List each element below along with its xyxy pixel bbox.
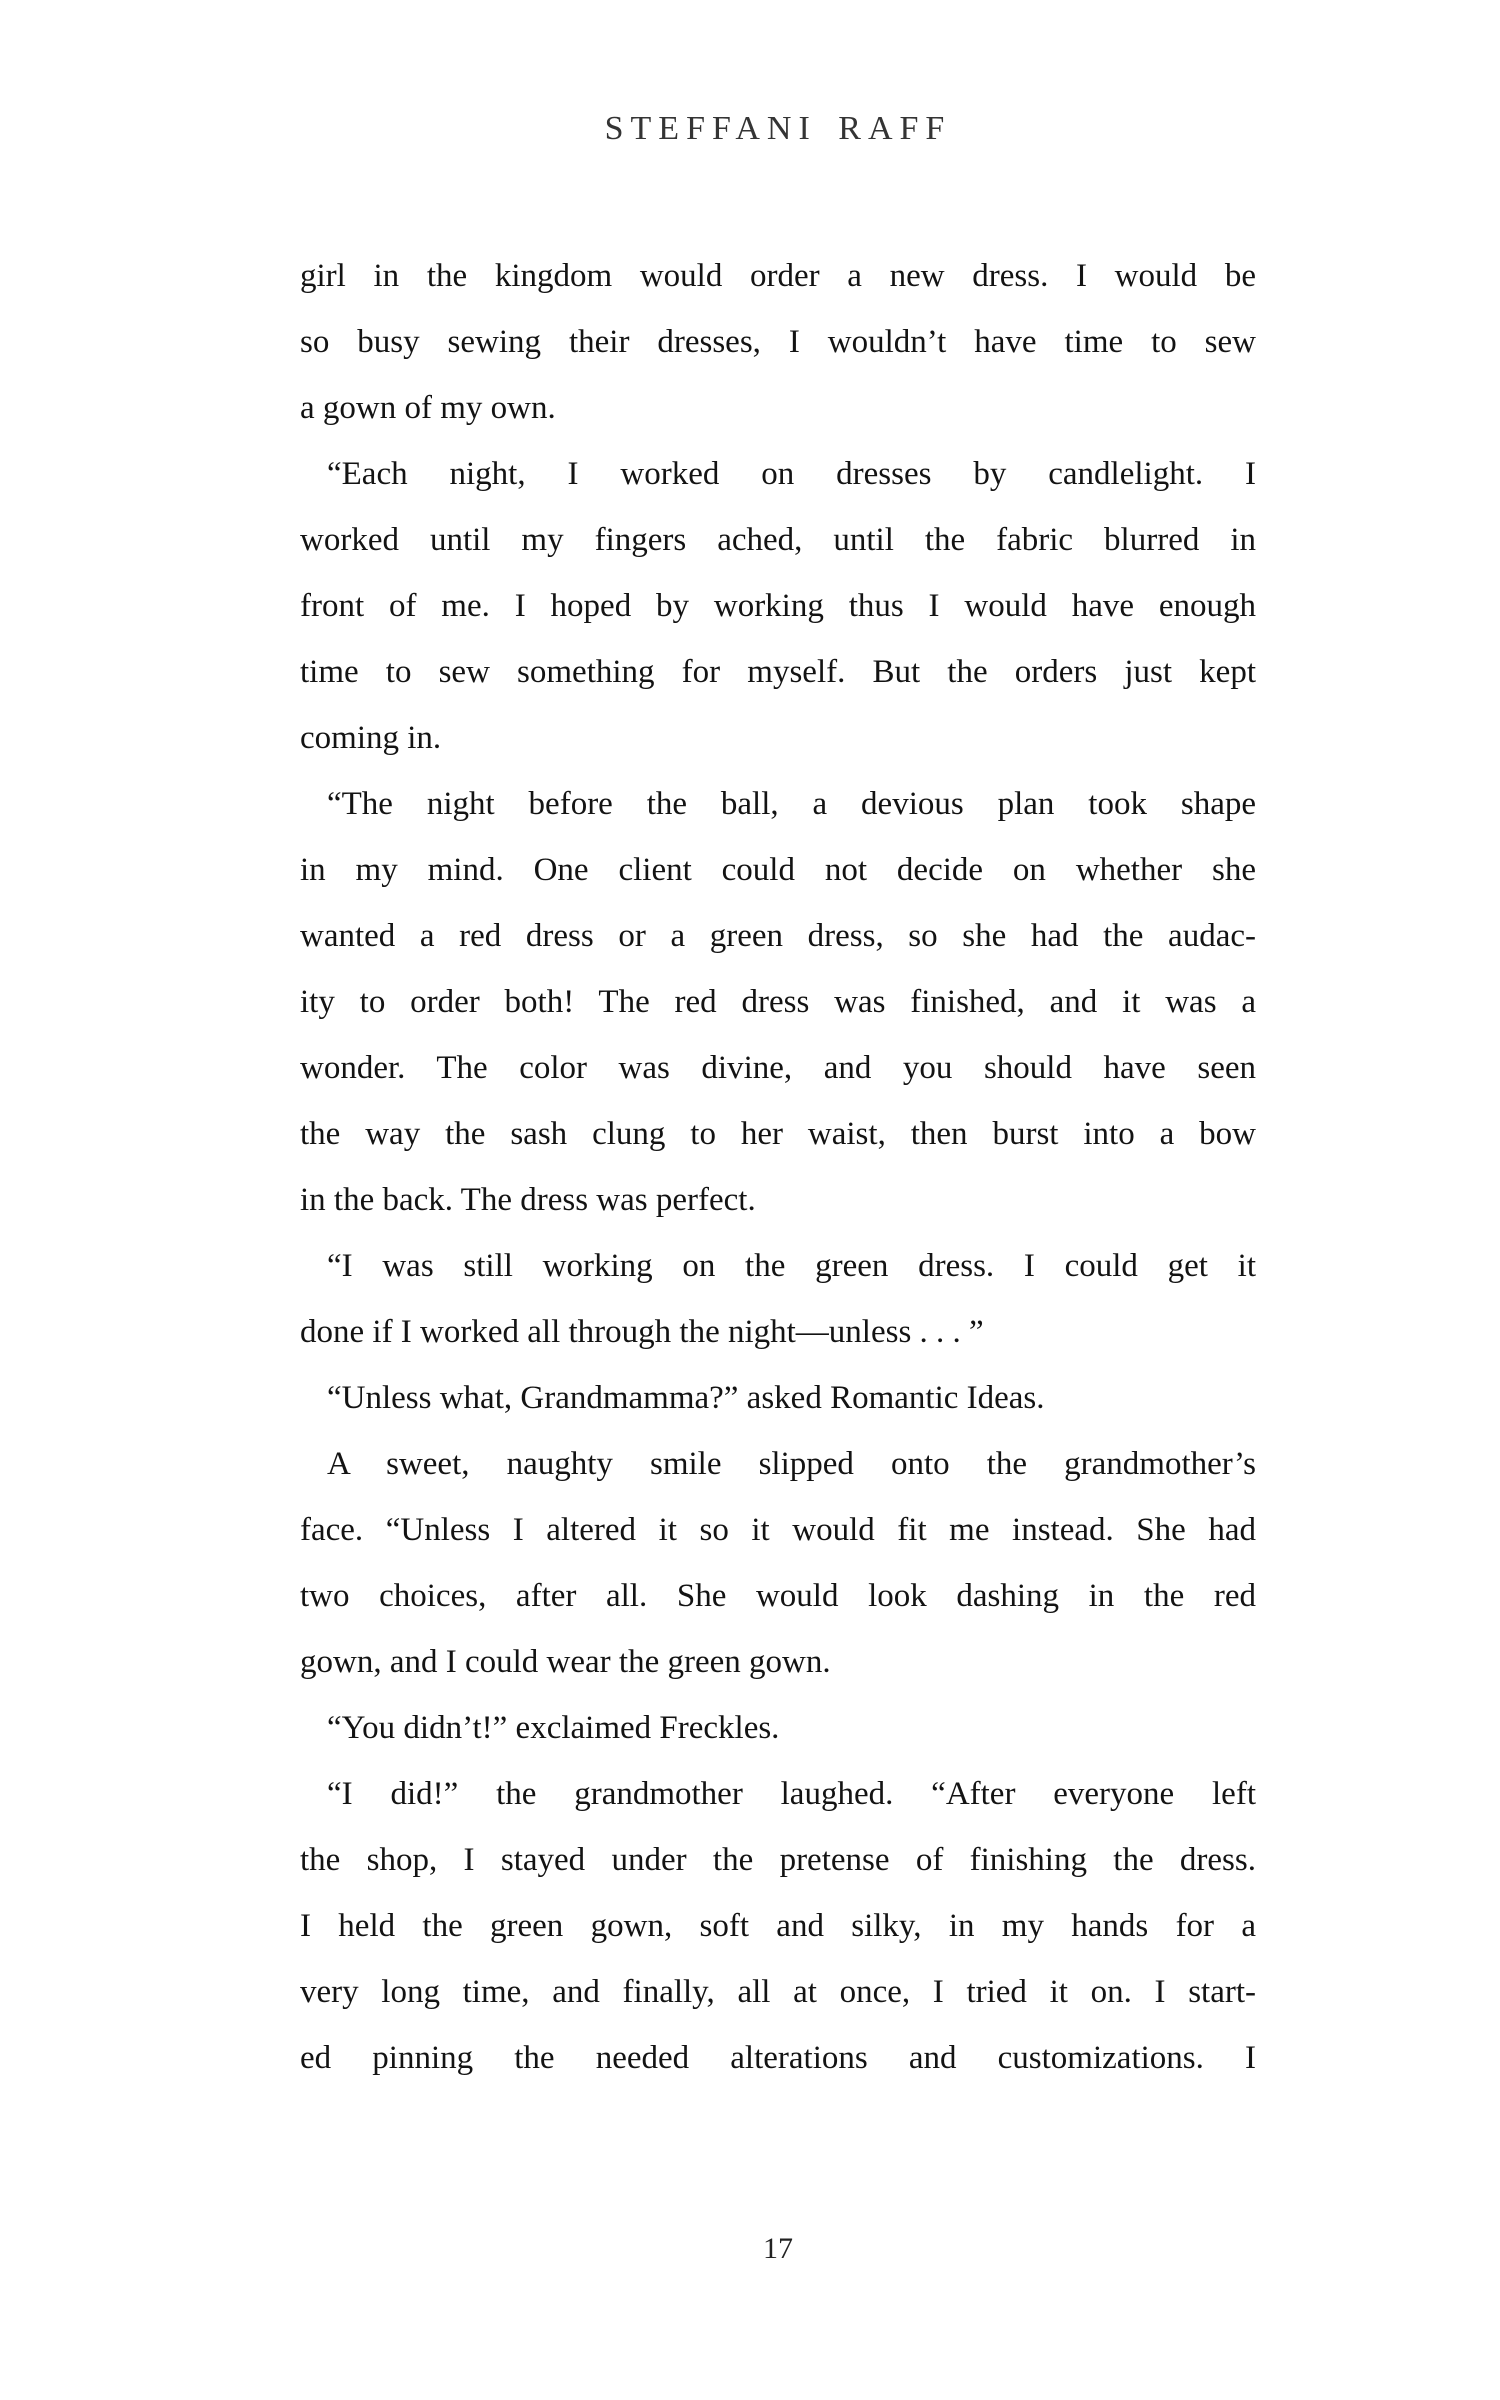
text-line: “Each night, I worked on dresses by candlelight. I xyxy=(327,456,1256,492)
text-line: done if I worked all through the night—unless . . . ” xyxy=(300,1314,984,1350)
text-line: face. “Unless I altered it so it would fit me instead. She had xyxy=(300,1512,1256,1548)
text-line: the shop, I stayed under the pretense of finishing the dress. xyxy=(300,1842,1256,1878)
text-line: ity to order both! The red dress was finished, and it was a xyxy=(300,984,1256,1020)
text-line: in the back. The dress was perfect. xyxy=(300,1182,756,1218)
text-line: “I did!” the grandmother laughed. “After everyone left xyxy=(327,1776,1256,1812)
text-line: wonder. The color was divine, and you should have seen xyxy=(300,1050,1256,1086)
text-line: a gown of my own. xyxy=(300,390,556,426)
text-line: very long time, and finally, all at once, I tried it on. I start- xyxy=(300,1974,1256,2010)
running-header-author: STEFFANI RAFF xyxy=(604,110,952,147)
body-text-block xyxy=(300,243,1256,2091)
text-line: in my mind. One client could not decide on whether she xyxy=(300,852,1256,888)
text-line: front of me. I hoped by working thus I would have enough xyxy=(300,588,1256,624)
text-line: ed pinning the needed alterations and customizations. I xyxy=(300,2040,1256,2076)
text-line: gown, and I could wear the green gown. xyxy=(300,1644,831,1680)
text-line: worked until my fingers ached, until the fabric blurred in xyxy=(300,522,1256,558)
text-line: A sweet, naughty smile slipped onto the grandmother’s xyxy=(327,1446,1256,1482)
text-line: two choices, after all. She would look dashing in the red xyxy=(300,1578,1256,1614)
text-line: time to sew something for myself. But the orders just kept xyxy=(300,654,1256,690)
text-line: “The night before the ball, a devious plan took shape xyxy=(327,786,1256,822)
page-number: 17 xyxy=(763,2232,793,2265)
text-line: wanted a red dress or a green dress, so she had the audac- xyxy=(300,918,1256,954)
text-line: girl in the kingdom would order a new dress. I would be xyxy=(300,258,1256,294)
text-line: “You didn’t!” exclaimed Freckles. xyxy=(327,1710,780,1746)
text-line: coming in. xyxy=(300,720,442,756)
text-line: so busy sewing their dresses, I wouldn’t have time to sew xyxy=(300,324,1256,360)
text-line: “Unless what, Grandmamma?” asked Romantic Ideas. xyxy=(327,1380,1045,1416)
text-line: “I was still working on the green dress. I could get it xyxy=(327,1248,1256,1284)
text-line: I held the green gown, soft and silky, in my hands for a xyxy=(300,1908,1256,1944)
text-line: the way the sash clung to her waist, then burst into a bow xyxy=(300,1116,1256,1152)
